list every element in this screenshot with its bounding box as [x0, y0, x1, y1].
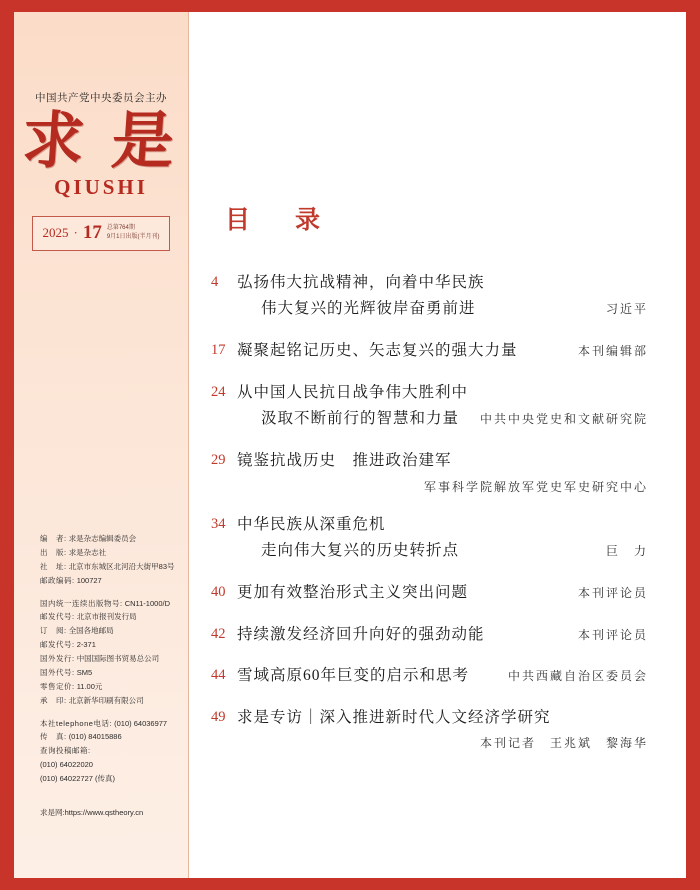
- toc-author: 巨 力: [605, 544, 648, 559]
- issue-meta: [107, 224, 160, 242]
- toc-entry-body: [237, 382, 648, 431]
- toc-title-line1: 中华民族从深重危机: [237, 515, 386, 533]
- toc-entry-body: [237, 340, 648, 362]
- website-line[interactable]: 求是网:https://www.qstheory.cn: [40, 808, 144, 817]
- toc-author: 本刊记者 王兆斌 黎海华: [479, 736, 648, 751]
- colophon-row: [40, 638, 176, 652]
- colophon-label: 国外发行:: [40, 654, 75, 663]
- colophon-value: 11.00元: [76, 681, 103, 691]
- colophon-block: [40, 532, 176, 795]
- list-item[interactable]: [211, 514, 648, 563]
- toc-title-line1: 求是专访｜深入推进新时代人文经济学研究: [237, 708, 551, 726]
- colophon-row: [40, 652, 176, 666]
- toc-author: 中共中央党史和文献研究院: [479, 412, 648, 427]
- issue-number: 17: [82, 222, 102, 243]
- toc-entry-body: [237, 450, 648, 494]
- page-frame: [14, 12, 686, 878]
- colophon-label: 国外代号:: [40, 667, 75, 677]
- issue-year: 2025: [42, 225, 69, 240]
- toc-title-row: [237, 404, 648, 431]
- toc-author: 军事科学院解放军党史军史研究中心: [423, 479, 648, 494]
- colophon-value: (010) 64022020: [40, 760, 93, 770]
- colophon-label: 邮发代号:: [40, 640, 75, 650]
- toc-page-number: 49: [211, 708, 226, 725]
- toc-title-line1: 镜鉴抗战历史 推进政治建军: [237, 452, 452, 470]
- colophon-value: 求是杂志编辑委员会: [68, 534, 137, 543]
- toc-title-line2: 伟大复兴的光辉彼岸奋勇前进: [261, 300, 476, 318]
- toc-author: 本刊评论员: [577, 627, 648, 642]
- toc-entry-body: [237, 582, 648, 604]
- colophon-label: 承 印:: [40, 695, 67, 705]
- colophon-label: 邮发代号:: [40, 612, 75, 622]
- magazine-logo-pinyin: QIUSHI: [54, 175, 148, 199]
- toc-title-line1: 持续激发经济回升向好的强劲动能: [237, 625, 485, 643]
- colophon-value: (010) 64022727 (传真): [40, 774, 116, 783]
- list-item[interactable]: [211, 272, 648, 321]
- toc-title-line1: 雪域高原60年巨变的启示和思考: [237, 667, 470, 685]
- colophon-row: [40, 744, 176, 758]
- toc-entry-body: [237, 707, 648, 751]
- toc-title-line1: 弘扬伟大抗战精神，向着中华民族: [237, 274, 485, 291]
- toc-entry-body: [237, 272, 648, 321]
- toc-author: 本刊评论员: [577, 586, 648, 601]
- colophon-value: 2-371: [76, 640, 96, 650]
- toc-title-line1: 从中国人民抗日战争伟大胜利中: [237, 383, 469, 401]
- issue-meta-date: 9月1日出版(半月刊): [106, 234, 160, 240]
- colophon-row: [40, 597, 176, 611]
- colophon-value: (010) 64036977: [114, 718, 168, 728]
- toc-page-number: 17: [211, 342, 226, 359]
- colophon-group-contact: [40, 717, 176, 786]
- colophon-value: 求是杂志社: [68, 547, 107, 557]
- contents-panel: [189, 12, 686, 878]
- sponsor-line: 中国共产党中央委员会主办: [35, 92, 167, 104]
- colophon-value: 北京新华印刷有限公司: [68, 695, 144, 705]
- colophon-value: CN11-1000/D: [124, 598, 170, 608]
- list-item[interactable]: [211, 450, 648, 494]
- list-item[interactable]: [211, 624, 648, 646]
- toc-title-line2: 走向伟大复兴的历史转折点: [261, 542, 460, 560]
- colophon-value: 全国各地邮局: [68, 626, 114, 636]
- toc-page-number: 42: [211, 625, 226, 642]
- colophon-row: [40, 772, 176, 786]
- colophon-row: [40, 717, 176, 731]
- colophon-row: [40, 758, 176, 772]
- toc-page-number: 24: [211, 383, 226, 400]
- colophon-label: 社 址:: [40, 561, 67, 571]
- colophon-label: 邮政编码:: [40, 575, 75, 585]
- colophon-label: 零售定价:: [40, 681, 75, 691]
- issue-separator: ·: [73, 225, 78, 240]
- colophon-row: [40, 560, 176, 574]
- issue-meta-total: 总第764期: [106, 225, 135, 231]
- colophon-label: 国内统一连续出版物号:: [40, 598, 123, 608]
- list-item[interactable]: [211, 665, 648, 687]
- toc-title-row: [237, 624, 648, 646]
- colophon-row: [40, 680, 176, 694]
- colophon-label: 订 阅:: [40, 626, 67, 636]
- page-title: 目 录: [225, 207, 331, 234]
- toc-list: [189, 272, 686, 751]
- toc-title-row: [237, 340, 648, 362]
- colophon-label: 本社telephone电话:: [40, 718, 113, 728]
- toc-entry-body: [237, 665, 648, 687]
- colophon-label: 编 者:: [40, 534, 67, 543]
- colophon-row: [40, 532, 176, 546]
- colophon-label: 传 真:: [40, 732, 67, 742]
- colophon-value: (010) 84015886: [68, 732, 122, 742]
- masthead: [14, 12, 188, 251]
- colophon-row: [40, 546, 176, 560]
- toc-author: 本刊编辑部: [577, 344, 648, 359]
- colophon-row: [40, 574, 176, 588]
- toc-page-number: 29: [211, 452, 226, 469]
- magazine-logo-chinese: 求 是: [19, 108, 183, 176]
- toc-title-line2: 汲取不断前行的智慧和力量: [261, 410, 460, 428]
- toc-title-row: [237, 582, 648, 604]
- toc-page-number: 44: [211, 667, 226, 684]
- colophon-value: SM5: [76, 667, 93, 677]
- toc-title-row: [237, 665, 648, 687]
- colophon-row: [40, 730, 176, 744]
- colophon-value: 北京市东城区北河沿大街甲83号: [68, 561, 175, 571]
- toc-title-line1: 更加有效整治形式主义突出问题: [237, 584, 469, 602]
- colophon-label: 出 版:: [40, 547, 67, 557]
- colophon-group-publisher: [40, 532, 176, 588]
- colophon-row: [40, 666, 176, 680]
- toc-title-line1: 凝聚起铭记历史、矢志复兴的强大力量: [237, 342, 518, 360]
- toc-page-number: 34: [211, 515, 226, 532]
- colophon-row: [40, 694, 176, 708]
- colophon-value: 中国国际图书贸易总公司: [76, 654, 160, 663]
- colophon-value: 100727: [76, 575, 102, 585]
- toc-page-number: 4: [211, 274, 219, 290]
- colophon-value: 北京市报刊发行局: [76, 612, 137, 622]
- masthead-sidebar: [14, 12, 189, 878]
- list-item[interactable]: [211, 707, 648, 751]
- issue-badge: [32, 216, 170, 251]
- list-item[interactable]: [211, 582, 648, 604]
- toc-title-row: [237, 294, 648, 321]
- colophon-group-registration: [40, 597, 176, 708]
- colophon-row: [40, 610, 176, 624]
- toc-author: 中共西藏自治区委员会: [507, 669, 648, 684]
- toc-entry-body: [237, 624, 648, 646]
- toc-page-number: 40: [211, 584, 226, 601]
- toc-author: 习近平: [605, 302, 648, 317]
- colophon-row: [40, 624, 176, 638]
- colophon-label: 查询投稿邮箱:: [40, 746, 91, 756]
- toc-entry-body: [237, 514, 648, 563]
- list-item[interactable]: [211, 340, 648, 362]
- toc-title-row: [237, 536, 648, 563]
- list-item[interactable]: [211, 382, 648, 431]
